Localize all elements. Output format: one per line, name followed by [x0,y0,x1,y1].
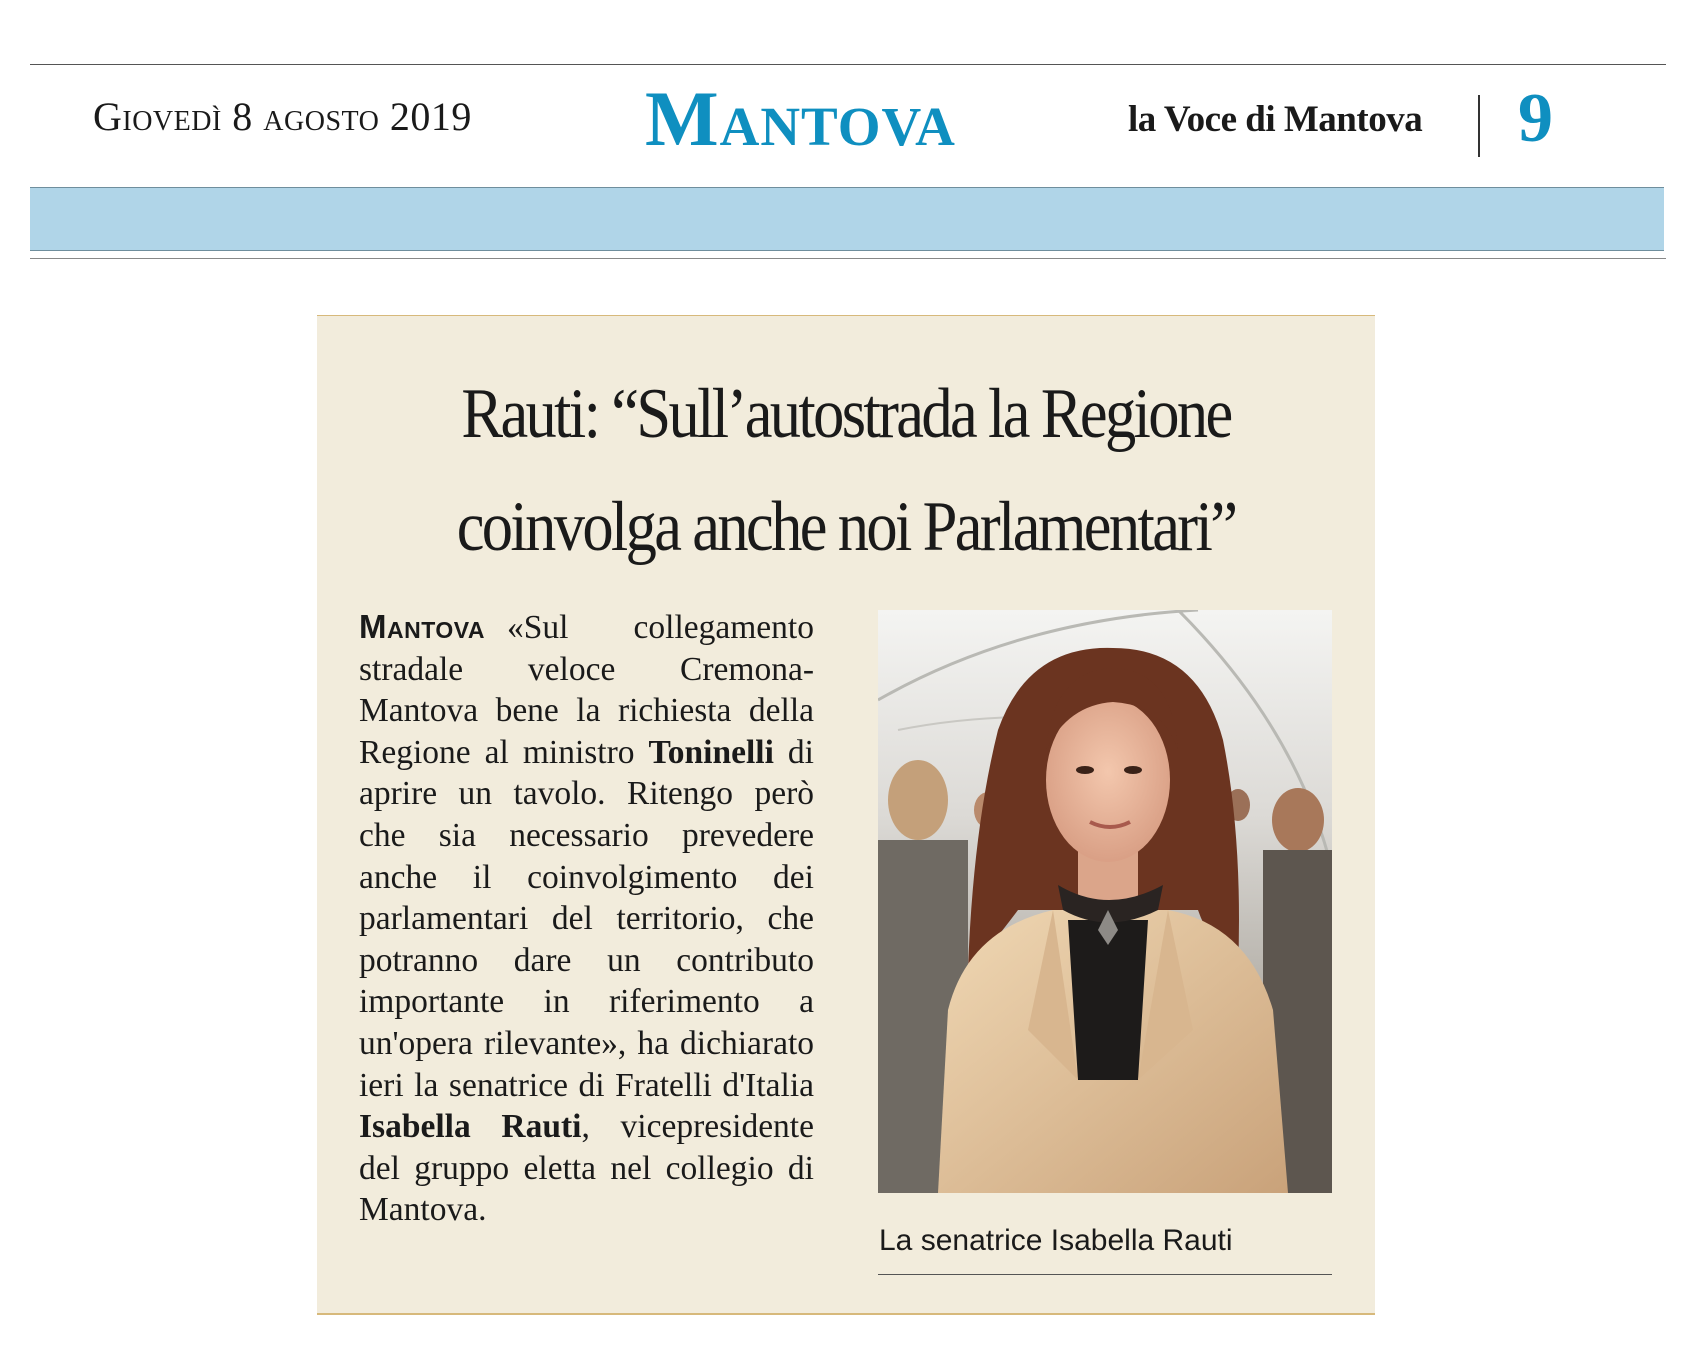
issue-date: Giovedì 8 agosto 2019 [93,94,472,139]
section-band [30,187,1664,251]
dateline: Mantova [359,608,485,645]
article-body [359,606,814,1231]
headline-line-2: coinvolga anche noi Parlamentari” [456,488,1236,566]
article-box [317,315,1375,1315]
article-headline [380,358,1311,584]
body-text-part-3: , vicepresidente del gruppo eletta nel collegio di Mantova. [359,1108,814,1229]
caption-rule [878,1274,1332,1275]
body-text-part-2: di aprire un tavolo. Ritengo però che sia necessario prevedere anche il coinvolgimento dei parlamentari del territorio, che potranno dare un contributo importante in riferimento a un'opera rilevante», ha dichiarato ieri la senatrice di Fratelli d'Italia [359,733,814,1104]
name-isabella-rauti: Isabella Rauti [359,1108,582,1146]
band-underline [30,258,1666,259]
portrait-photo-illustration [878,610,1332,1193]
header-separator [1478,95,1480,157]
body-text-part-1: «Sul collegamento stradale veloce Cremona-Mantova bene la richiesta della Regione al ministro [359,609,814,771]
name-toninelli: Toninelli [648,733,774,771]
section-title: Mantova [645,75,956,162]
page-number: 9 [1518,80,1553,157]
newspaper-name: la Voce di Mantova [1128,99,1423,140]
headline-line-1: Rauti: “Sull’autostrada la Regione [461,375,1231,453]
portrait-photo [878,610,1332,1193]
photo-caption: La senatrice Isabella Rauti [879,1224,1233,1257]
top-rule [30,64,1666,65]
